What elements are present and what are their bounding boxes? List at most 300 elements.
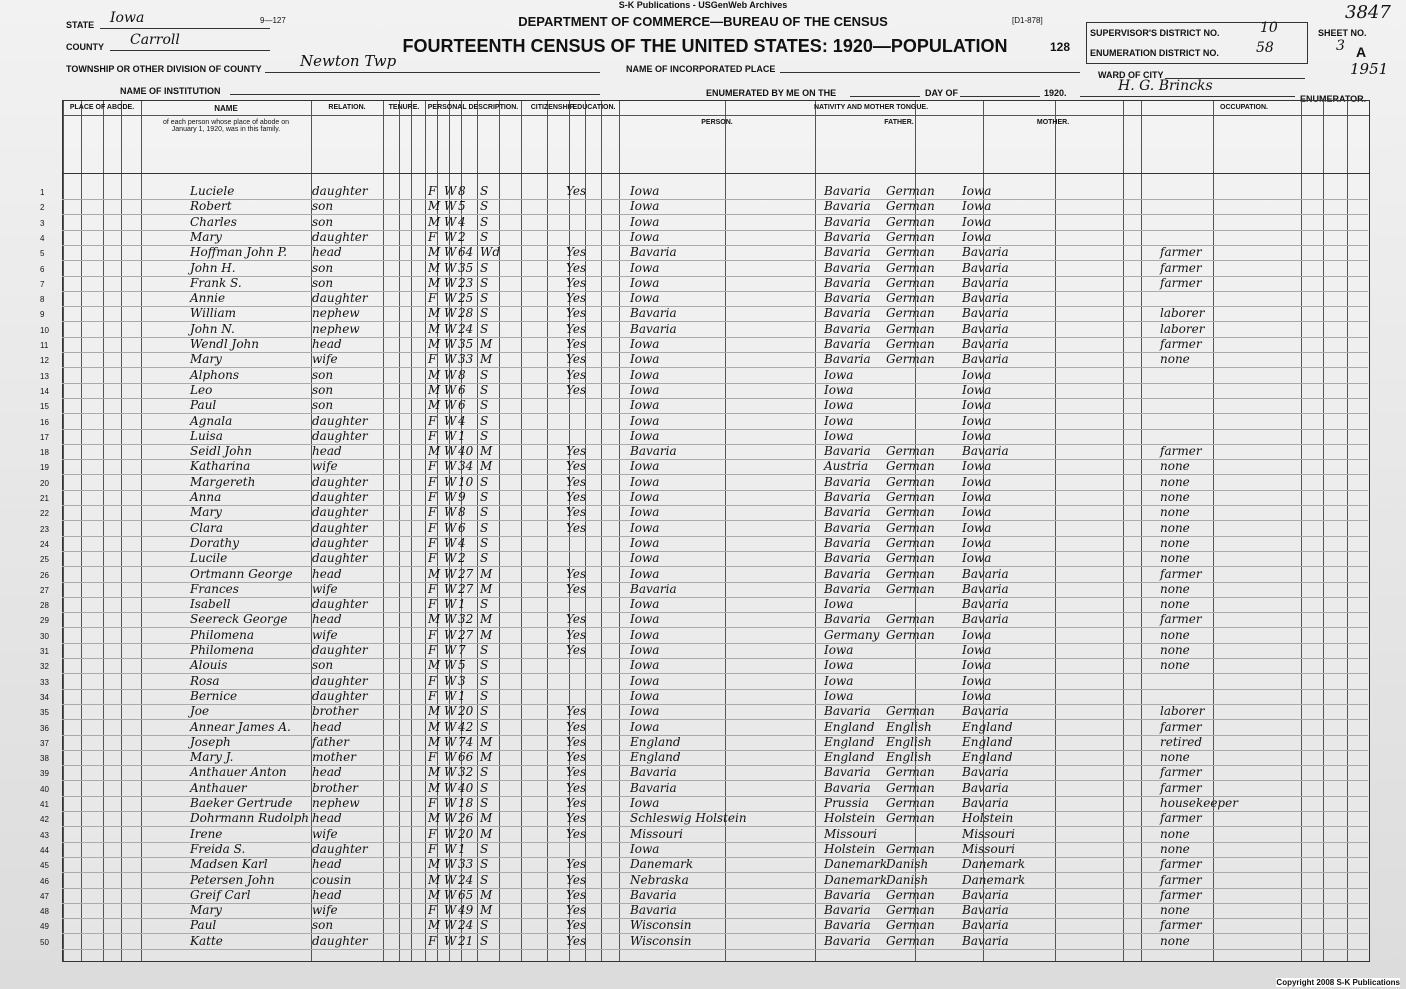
row-number: 39 — [40, 769, 49, 779]
father-birthplace-cell: Missouri — [824, 826, 877, 841]
relation-cell: daughter — [312, 643, 368, 657]
father-tongue-cell: German — [886, 444, 935, 459]
birthplace-cell: Iowa — [630, 719, 660, 734]
father-birthplace-cell: England — [824, 750, 875, 765]
marital-cell: S — [480, 382, 489, 397]
name-cell: Frances — [190, 581, 239, 596]
school-cell: Yes — [566, 887, 587, 902]
age-cell: 3 — [458, 673, 466, 688]
race-cell: W — [444, 398, 457, 413]
relation-cell: daughter — [312, 428, 368, 443]
school-cell: Yes — [566, 643, 587, 657]
institution-underline — [230, 94, 600, 95]
marital-cell: M — [480, 612, 493, 627]
form-code: [D1-878] — [1012, 16, 1043, 25]
relation-cell: brother — [312, 704, 359, 719]
father-tongue-cell: German — [886, 780, 935, 795]
sex-cell: F — [428, 826, 437, 841]
row-number: 33 — [40, 677, 49, 687]
father-birthplace-cell: England — [824, 719, 875, 734]
relation-cell: head — [312, 765, 342, 780]
name-cell: William — [190, 306, 237, 321]
mother-birthplace-cell: Iowa — [962, 673, 992, 688]
row-number: 45 — [40, 861, 49, 871]
mother-birthplace-cell: Iowa — [962, 199, 992, 214]
father-tongue-cell: German — [886, 796, 935, 810]
birthplace-cell: Bavaria — [630, 903, 677, 918]
name-cell: Agnala — [190, 413, 233, 428]
school-cell: Yes — [566, 581, 587, 596]
school-cell: Yes — [566, 184, 587, 198]
father-birthplace-cell: Bavaria — [824, 199, 871, 214]
marital-cell: S — [480, 306, 489, 321]
father-birthplace-cell: Bavaria — [824, 887, 871, 902]
race-cell: W — [444, 444, 457, 459]
birthplace-cell: Bavaria — [630, 581, 677, 596]
occupation-cell: retired — [1160, 734, 1203, 749]
birthplace-cell: Iowa — [630, 841, 660, 856]
mother-birthplace-cell: Iowa — [962, 474, 992, 489]
mother-birthplace-cell: Bavaria — [962, 918, 1009, 933]
marital-cell: S — [480, 857, 489, 872]
state-label: STATE — [66, 20, 95, 30]
birthplace-cell: Iowa — [630, 796, 660, 810]
occupation-cell: none — [1160, 658, 1190, 673]
sex-cell: M — [428, 214, 441, 229]
relation-cell: head — [312, 444, 342, 459]
header-occupation: OCCUPATION. — [1220, 104, 1268, 111]
birthplace-cell: Bavaria — [630, 245, 677, 260]
father-tongue-cell: German — [886, 459, 935, 474]
day-underline — [850, 96, 920, 97]
race-cell: W — [444, 872, 457, 887]
relation-cell: daughter — [312, 673, 368, 688]
name-cell: Dohrmann Rudolph — [190, 811, 310, 826]
school-cell: Yes — [566, 750, 587, 765]
relation-cell: head — [312, 612, 342, 627]
name-cell: Mary — [190, 903, 222, 918]
sex-cell: F — [428, 841, 437, 856]
birthplace-cell: Iowa — [630, 688, 660, 703]
marital-cell: S — [480, 780, 489, 795]
school-cell: Yes — [566, 734, 587, 749]
birthplace-cell: Iowa — [630, 382, 660, 397]
row-line — [62, 673, 1368, 674]
marital-cell: S — [480, 765, 489, 780]
name-cell: Lucile — [190, 551, 228, 566]
school-cell: Yes — [566, 352, 587, 367]
sex-cell: M — [428, 719, 441, 734]
row-line — [62, 413, 1368, 414]
mother-birthplace-cell: Iowa — [962, 229, 992, 244]
age-cell: 23 — [458, 275, 474, 290]
race-cell: W — [444, 428, 457, 443]
sheet-value: 3 — [1336, 38, 1345, 54]
row-number: 7 — [40, 279, 45, 289]
row-number: 24 — [40, 539, 49, 549]
row-number: 40 — [40, 784, 49, 794]
mother-birthplace-cell: Holstein — [962, 811, 1014, 826]
birthplace-cell: Iowa — [630, 658, 660, 673]
father-tongue-cell: German — [886, 275, 935, 290]
race-cell: W — [444, 903, 457, 918]
race-cell: W — [444, 566, 457, 581]
name-cell: Mary — [190, 505, 222, 520]
incorporated-underline — [780, 72, 1080, 73]
birthplace-cell: Iowa — [630, 275, 660, 290]
marital-cell: M — [480, 734, 493, 749]
school-cell: Yes — [566, 857, 587, 872]
row-number: 21 — [40, 494, 49, 503]
father-birthplace-cell: Bavaria — [824, 581, 871, 596]
sex-cell: M — [428, 765, 441, 780]
school-cell: Yes — [566, 306, 587, 321]
row-number: 3 — [40, 218, 45, 228]
institution-label: NAME OF INSTITUTION — [120, 86, 221, 96]
age-cell: 49 — [458, 903, 474, 918]
race-cell: W — [444, 260, 457, 275]
father-birthplace-cell: Holstein — [824, 841, 876, 856]
marital-cell: S — [480, 551, 489, 566]
occupation-cell: none — [1160, 505, 1190, 520]
birthplace-cell: Iowa — [630, 214, 660, 229]
school-cell: Yes — [566, 872, 587, 887]
marital-cell: S — [480, 275, 489, 290]
birthplace-cell: Iowa — [630, 260, 660, 275]
birthplace-cell: Iowa — [630, 413, 660, 428]
age-cell: 9 — [458, 490, 466, 504]
name-cell: Seidl John — [190, 444, 252, 459]
row-number: 42 — [40, 815, 49, 825]
birthplace-cell: Iowa — [630, 184, 660, 198]
name-cell: Alouis — [190, 658, 228, 673]
relation-cell: nephew — [312, 796, 360, 810]
row-number: 18 — [40, 448, 49, 458]
mother-birthplace-cell: Missouri — [962, 841, 1015, 856]
relation-cell: wife — [312, 627, 338, 642]
row-number: 4 — [40, 233, 45, 243]
birthplace-cell: Iowa — [630, 352, 660, 367]
race-cell: W — [444, 688, 457, 703]
school-cell: Yes — [566, 444, 587, 459]
page-number: 128 — [1050, 40, 1071, 54]
sex-cell: M — [428, 337, 441, 351]
school-cell: Yes — [566, 627, 587, 642]
marital-cell: S — [480, 796, 489, 810]
mother-birthplace-cell: Bavaria — [962, 887, 1009, 902]
mother-birthplace-cell: Bavaria — [962, 704, 1009, 719]
name-cell: Joe — [190, 704, 210, 719]
birthplace-cell: Bavaria — [630, 780, 677, 795]
race-cell: W — [444, 612, 457, 627]
father-tongue-cell: German — [886, 581, 935, 596]
school-cell: Yes — [566, 796, 587, 810]
row-number: 32 — [40, 662, 49, 672]
enumerator-underline — [1080, 96, 1295, 97]
row-number: 50 — [40, 937, 49, 947]
relation-cell: daughter — [312, 535, 368, 550]
age-cell: 5 — [458, 199, 466, 214]
occupation-cell: farmer — [1160, 337, 1202, 351]
birthplace-cell: Iowa — [630, 428, 660, 443]
father-tongue-cell: German — [886, 612, 935, 627]
school-cell: Yes — [566, 367, 587, 382]
name-cell: Luisa — [190, 428, 223, 443]
age-cell: 2 — [458, 551, 466, 566]
sex-cell: F — [428, 627, 437, 642]
occupation-cell: none — [1160, 750, 1190, 765]
relation-cell: daughter — [312, 688, 368, 703]
father-tongue-cell: German — [886, 535, 935, 550]
father-birthplace-cell: Bavaria — [824, 780, 871, 795]
occupation-cell: farmer — [1160, 872, 1202, 887]
father-birthplace-cell: Bavaria — [824, 535, 871, 550]
department-heading: DEPARTMENT OF COMMERCE—BUREAU OF THE CENSUS — [518, 14, 888, 29]
race-cell: W — [444, 627, 457, 642]
row-number: 17 — [40, 432, 49, 442]
birthplace-cell: Missouri — [630, 826, 683, 841]
census-title: FOURTEENTH CENSUS OF THE UNITED STATES: 1920—POPULATION — [402, 36, 1008, 56]
occupation-cell: none — [1160, 933, 1190, 948]
race-cell: W — [444, 306, 457, 321]
mother-birthplace-cell: Iowa — [962, 658, 992, 673]
marital-cell: S — [480, 428, 489, 443]
father-tongue-cell: English — [886, 734, 932, 749]
row-number: 13 — [40, 371, 49, 381]
row-number: 26 — [40, 570, 49, 580]
race-cell: W — [444, 933, 457, 948]
mother-birthplace-cell: Bavaria — [962, 780, 1009, 795]
name-cell: Annie — [190, 291, 226, 306]
race-cell: W — [444, 581, 457, 596]
name-cell: Seereck George — [190, 612, 288, 627]
row-number: 10 — [40, 325, 49, 335]
race-cell: W — [444, 291, 457, 306]
township-label: TOWNSHIP OR OTHER DIVISION OF COUNTY — [66, 64, 262, 74]
age-cell: 5 — [458, 658, 466, 673]
row-number: 41 — [40, 800, 49, 809]
row-line — [62, 429, 1368, 430]
sex-cell: F — [428, 551, 437, 566]
race-cell: W — [444, 750, 457, 765]
sex-cell: M — [428, 199, 441, 214]
father-birthplace-cell: Bavaria — [824, 352, 871, 367]
father-tongue-cell: German — [886, 245, 935, 260]
relation-cell: daughter — [312, 474, 368, 489]
race-cell: W — [444, 704, 457, 719]
marital-cell: S — [480, 597, 489, 612]
birthplace-cell: Iowa — [630, 520, 660, 535]
relation-cell: head — [312, 857, 342, 872]
mother-birthplace-cell: England — [962, 734, 1013, 749]
mother-birthplace-cell: Bavaria — [962, 291, 1009, 306]
marital-cell: S — [480, 260, 489, 275]
sex-cell: F — [428, 428, 437, 443]
relation-cell: son — [312, 214, 334, 229]
father-tongue-cell: German — [886, 566, 935, 581]
copyright-note: Copyright 2008 S-K Publications — [1276, 978, 1400, 987]
occupation-cell: farmer — [1160, 612, 1202, 627]
sex-cell: F — [428, 796, 437, 810]
sex-cell: M — [428, 857, 441, 872]
name-cell: Frank S. — [190, 275, 242, 290]
father-tongue-cell: German — [886, 811, 935, 826]
age-cell: 28 — [458, 306, 474, 321]
father-birthplace-cell: Bavaria — [824, 214, 871, 229]
age-cell: 4 — [458, 214, 466, 229]
father-birthplace-cell: Bavaria — [824, 551, 871, 566]
occupation-cell: none — [1160, 643, 1190, 657]
relation-cell: daughter — [312, 597, 368, 612]
sex-cell: F — [428, 184, 437, 198]
father-tongue-cell: Danish — [886, 857, 929, 872]
father-birthplace-cell: Bavaria — [824, 337, 871, 351]
state-underline — [100, 28, 270, 29]
marital-cell: M — [480, 566, 493, 581]
row-number: 36 — [40, 723, 49, 733]
marital-cell: S — [480, 535, 489, 550]
race-cell: W — [444, 520, 457, 535]
marital-cell: S — [480, 184, 489, 198]
father-tongue-cell: German — [886, 520, 935, 535]
age-cell: 40 — [458, 444, 474, 459]
sex-cell: F — [428, 933, 437, 948]
occupation-cell: none — [1160, 490, 1190, 504]
father-birthplace-cell: Prussia — [824, 796, 869, 810]
father-birthplace-cell: Bavaria — [824, 444, 871, 459]
mother-birthplace-cell: Bavaria — [962, 597, 1009, 612]
name-cell: Margereth — [190, 474, 256, 489]
race-cell: W — [444, 811, 457, 826]
school-cell: Yes — [566, 903, 587, 918]
race-cell: W — [444, 413, 457, 428]
father-tongue-cell: German — [886, 352, 935, 367]
school-cell: Yes — [566, 918, 587, 933]
age-cell: 35 — [458, 260, 474, 275]
stamp-number: 3847 — [1345, 2, 1391, 23]
sex-cell: M — [428, 612, 441, 627]
father-tongue-cell: German — [886, 199, 935, 214]
race-cell: W — [444, 382, 457, 397]
age-cell: 21 — [458, 933, 474, 948]
name-cell: Isabell — [190, 597, 231, 612]
marital-cell: S — [480, 490, 489, 504]
name-cell: Ortmann George — [190, 566, 293, 581]
birthplace-cell: Iowa — [630, 673, 660, 688]
header-personal: PERSONAL DESCRIPTION. — [427, 104, 519, 111]
header-relation: RELATION. — [328, 104, 366, 111]
row-number: 22 — [40, 509, 49, 519]
school-cell: Yes — [566, 780, 587, 795]
relation-cell: daughter — [312, 520, 368, 535]
name-cell: Luciele — [190, 184, 235, 198]
header-citizenship: CITIZENSHIP. — [530, 104, 576, 111]
county-label: COUNTY — [66, 42, 104, 52]
father-birthplace-cell: Austria — [824, 459, 869, 474]
relation-cell: head — [312, 566, 342, 581]
sex-cell: F — [428, 474, 437, 489]
marital-cell: M — [480, 627, 493, 642]
birthplace-cell: Iowa — [630, 704, 660, 719]
occupation-cell: none — [1160, 826, 1190, 841]
occupation-cell: farmer — [1160, 260, 1202, 275]
mother-birthplace-cell: Bavaria — [962, 352, 1009, 367]
relation-cell: nephew — [312, 306, 360, 321]
age-cell: 32 — [458, 765, 474, 780]
father-birthplace-cell: Bavaria — [824, 612, 871, 627]
occupation-cell: farmer — [1160, 275, 1202, 290]
name-cell: Katharina — [190, 459, 251, 474]
row-line — [62, 383, 1368, 384]
birthplace-cell: Wisconsin — [630, 933, 692, 948]
birthplace-cell: Iowa — [630, 627, 660, 642]
father-birthplace-cell: Bavaria — [824, 704, 871, 719]
sex-cell: M — [428, 704, 441, 719]
relation-cell: daughter — [312, 551, 368, 566]
mother-birthplace-cell: Iowa — [962, 688, 992, 703]
age-cell: 6 — [458, 398, 466, 413]
race-cell: W — [444, 841, 457, 856]
sex-cell: M — [428, 382, 441, 397]
age-cell: 26 — [458, 811, 474, 826]
name-cell: Irene — [190, 826, 223, 841]
school-cell: Yes — [566, 245, 587, 260]
incorporated-label: NAME OF INCORPORATED PLACE — [626, 64, 776, 74]
age-cell: 1 — [458, 428, 466, 443]
mother-birthplace-cell: Iowa — [962, 413, 992, 428]
row-number: 11 — [40, 341, 49, 350]
age-cell: 1 — [458, 841, 466, 856]
school-cell: Yes — [566, 321, 587, 336]
name-cell: Freida S. — [190, 841, 246, 856]
birthplace-cell: Iowa — [630, 459, 660, 474]
name-cell: Madsen Karl — [190, 857, 268, 872]
sex-cell: M — [428, 275, 441, 290]
father-birthplace-cell: Bavaria — [824, 505, 871, 520]
row-line — [62, 214, 1368, 215]
age-cell: 10 — [458, 474, 474, 489]
age-cell: 8 — [458, 184, 466, 198]
relation-cell: son — [312, 658, 334, 673]
birthplace-cell: Iowa — [630, 551, 660, 566]
age-cell: 6 — [458, 382, 466, 397]
relation-cell: daughter — [312, 413, 368, 428]
age-cell: 8 — [458, 505, 466, 520]
occupation-cell: farmer — [1160, 811, 1202, 826]
father-tongue-cell: Danish — [886, 872, 929, 887]
supervisor-label: SUPERVISOR'S DISTRICT NO. — [1090, 28, 1220, 38]
name-cell: John H. — [190, 260, 236, 275]
birthplace-cell: Iowa — [630, 474, 660, 489]
father-tongue-cell: German — [886, 214, 935, 229]
name-cell: Paul — [190, 398, 217, 413]
school-cell: Yes — [566, 459, 587, 474]
name-cell: Hoffman John P. — [190, 245, 288, 260]
marital-cell: S — [480, 321, 489, 336]
marital-cell: S — [480, 872, 489, 887]
header-father: FATHER. — [884, 119, 914, 126]
marital-cell: S — [480, 643, 489, 657]
header-name-sub: of each person whose place of abode on January 1, 1920, was in this family. — [162, 119, 290, 133]
marital-cell: M — [480, 750, 493, 765]
race-cell: W — [444, 658, 457, 673]
age-cell: 2 — [458, 229, 466, 244]
marital-cell: S — [480, 918, 489, 933]
age-cell: 20 — [458, 704, 474, 719]
school-cell: Yes — [566, 260, 587, 275]
birthplace-cell: Iowa — [630, 505, 660, 520]
occupation-cell: none — [1160, 581, 1190, 596]
